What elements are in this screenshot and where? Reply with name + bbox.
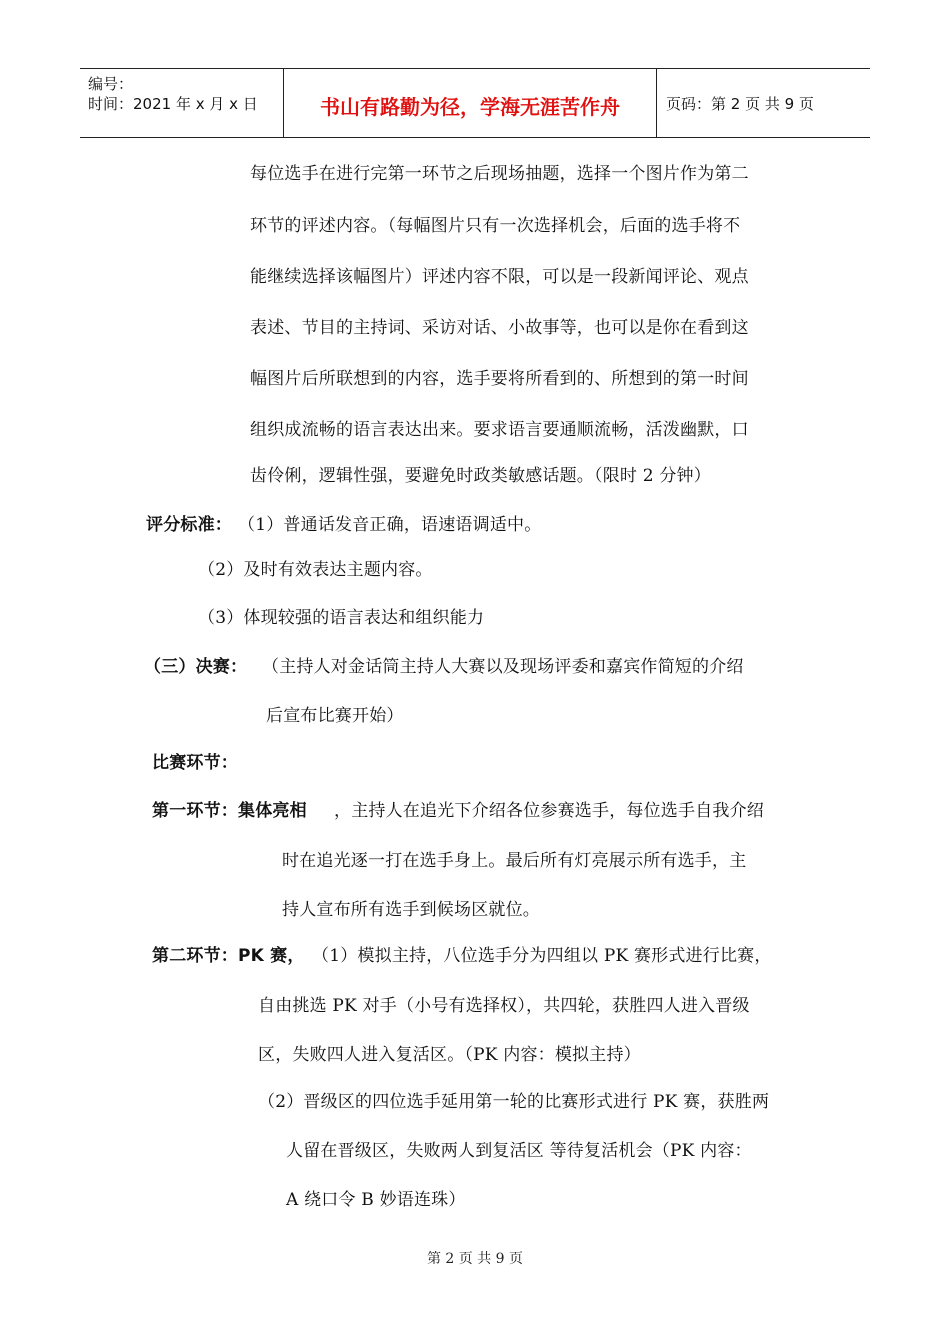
paragraph-line: 齿伶俐，逻辑性强，要避免时政类敏感话题。（限时 2 分钟） [250,466,711,486]
paragraph-line: 表述、节目的主持词、采访对话、小故事等，也可以是你在看到这 [250,318,749,338]
document-number: 编号： [88,75,134,93]
paragraph-line: 每位选手在进行完第一环节之后现场抽题，选择一个图片作为第二 [250,164,749,184]
page-footer: 第 2 页 共 9 页 [426,1251,524,1267]
stage1-text: ，主持人在追光下介绍各位参赛选手，每位选手自我介绍 [334,801,764,821]
stage2-text: 人留在晋级区，失败两人到复活区 等待复活机会（PK 内容： [286,1141,752,1161]
scoring-heading: 评分标准： [146,515,232,535]
stage1-text: 持人宣布所有选手到候场区就位。 [282,900,540,920]
scoring-item: （3）体现较强的语言表达和组织能力 [198,608,485,628]
stage1-text: 时在追光逐一打在选手身上。最后所有灯亮展示所有选手，主 [282,851,747,871]
document-date: 时间：2021 年 x 月 x 日 [88,95,258,113]
stage2-text: 自由挑选 PK 对手（小号有选择权），共四轮，获胜四人进入晋级 [258,996,750,1016]
paragraph-line: 环节的评述内容。（每幅图片只有一次选择机会，后面的选手将不 [250,216,741,236]
stage2-heading: 第二环节：PK 赛， [152,946,305,966]
paragraph-line: 幅图片后所联想到的内容，选手要将所看到的、所想到的第一时间 [250,369,749,389]
scoring-item: （2）及时有效表达主题内容。 [198,560,433,580]
page-header [80,68,870,138]
stage2-text: A 绕口令 B 妙语连珠） [286,1190,466,1210]
header-info-cell [80,69,283,137]
final-heading: （三）决赛： [144,657,248,677]
paragraph-line: 组织成流畅的语言表达出来。要求语言要通顺流畅，活泼幽默，口 [250,420,749,440]
stages-heading: 比赛环节： [152,753,238,773]
stage1-heading: 第一环节：集体亮相 [152,801,307,821]
stage2-text: （2）晋级区的四位选手延用第一轮的比赛形式进行 PK 赛，获胜两 [258,1092,770,1112]
final-text: 后宣布比赛开始） [266,706,404,726]
header-motto-cell [283,69,657,137]
final-text: （主持人对金话筒主持人大赛以及现场评委和嘉宾作简短的介绍 [262,657,744,677]
paragraph-line: 能继续选择该幅图片）评述内容不限，可以是一段新闻评论、观点 [250,267,749,287]
header-page-cell [656,69,870,137]
stage2-text: 区，失败四人进入复活区。（PK 内容：模拟主持） [258,1045,641,1065]
scoring-item: （1）普通话发音正确，语速语调适中。 [238,515,542,535]
header-motto: 书山有路勤为径，学海无涯苦作舟 [320,95,620,119]
header-page-number: 页码：第 2 页 共 9 页 [666,95,814,113]
stage2-text: （1）模拟主持，八位选手分为四组以 PK 赛形式进行比赛， [312,946,772,966]
